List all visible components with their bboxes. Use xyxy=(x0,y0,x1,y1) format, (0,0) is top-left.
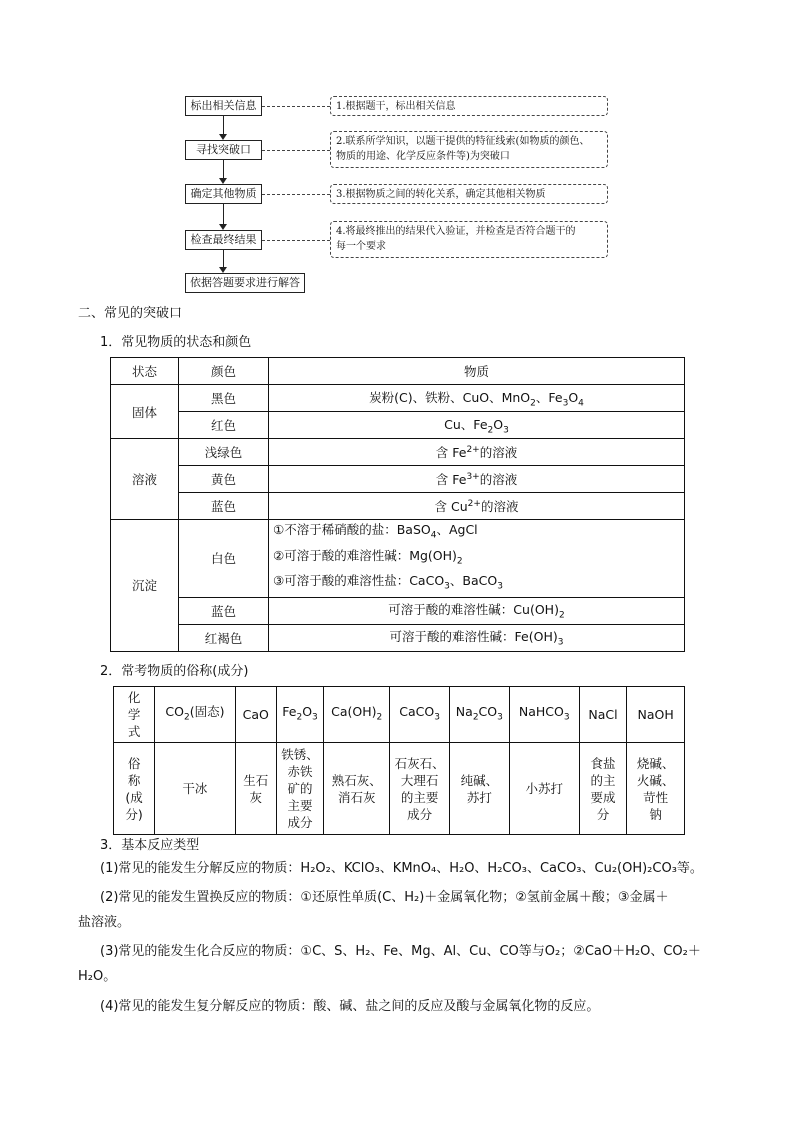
color-cell: 白色 xyxy=(179,520,269,598)
white-ppt-line: ①不溶于稀硝酸的盐：BaSO$_4$、AgCl xyxy=(273,522,478,541)
table-header-row xyxy=(111,358,685,385)
flow-note-text: 2.联系所学知识，以题干提供的特征线索(如物质的颜色、 xyxy=(336,136,590,147)
reaction-paragraph: (2)常见的能发生置换反应的物质：①还原性单质(C、H₂)＋金属氧化物；②氢前金属＋酸；③金属＋ xyxy=(100,890,669,905)
substance-cell: 可溶于酸的难溶性碱：$Fe(OH)_3$ xyxy=(269,624,685,651)
section-title: 二、常见的突破口 xyxy=(78,306,183,321)
flow-connector xyxy=(223,204,224,224)
table-row xyxy=(111,385,685,412)
arrow-down-icon xyxy=(219,178,227,184)
reaction-paragraph: (1)常见的能发生分解反应的物质：H₂O₂、KClO₃、KMnO₄、H₂O、H₂CO₃、CaCO₃、Cu₂(OH)₂CO₃等。 xyxy=(100,861,703,876)
flow-note-4 xyxy=(330,221,608,258)
flow-note-text: 1.根据题干，标出相关信息 xyxy=(336,101,456,112)
flow-note-text: 每一个要求 xyxy=(336,241,386,252)
flow-note-text: 4.将最终推出的结果代入验证，并检查是否符合题干的 xyxy=(336,226,576,237)
formula-cell: $Ca(OH)_2$ xyxy=(324,687,390,743)
subsection-title: 2．常考物质的俗称(成分) xyxy=(100,664,249,679)
flow-step-1: 标出相关信息 xyxy=(185,96,262,116)
table-row xyxy=(111,493,685,520)
name-row xyxy=(114,743,685,835)
formula-cell: CaO xyxy=(235,687,276,743)
substance-cell: 炭粉(C)、铁粉、CuO、MnO$_2$、$Fe_3O_4$ xyxy=(269,385,685,412)
flow-step-2: 寻找突破口 xyxy=(185,140,262,160)
flow-leader xyxy=(262,240,330,241)
subsection-title: 3．基本反应类型 xyxy=(100,838,200,853)
name-cell: 铁锈、 赤铁 矿的 主要 成分 xyxy=(276,743,323,835)
table-row xyxy=(111,597,685,624)
flow-connector xyxy=(223,160,224,178)
state-cell: 沉淀 xyxy=(111,520,179,652)
color-cell: 浅绿色 xyxy=(179,439,269,466)
name-cell: 干冰 xyxy=(155,743,235,835)
flow-step-5: 依据答题要求进行解答 xyxy=(185,273,305,293)
substance-cell: 可溶于酸的难溶性碱：$Cu(OH)_2$ xyxy=(269,597,685,624)
name-cell: 石灰石、 大理石 的主要 成分 xyxy=(390,743,450,835)
formula-cell: $CO_2$(固态) xyxy=(155,687,235,743)
name-cell: 食盐 的主 要成 分 xyxy=(579,743,626,835)
flow-step-3: 确定其他物质 xyxy=(185,184,262,204)
flow-leader xyxy=(262,194,330,195)
flow-note-3 xyxy=(330,184,608,204)
name-cell: 纯碱、 苏打 xyxy=(449,743,509,835)
flow-leader xyxy=(262,106,330,107)
formula-cell: CaCO$_3$ xyxy=(390,687,450,743)
color-cell: 红褐色 xyxy=(179,624,269,651)
table-row xyxy=(111,520,685,598)
arrow-down-icon xyxy=(219,224,227,230)
color-cell: 蓝色 xyxy=(179,597,269,624)
name-cell: 生石 灰 xyxy=(235,743,276,835)
formula-row xyxy=(114,687,685,743)
white-ppt-line: ②可溶于酸的难溶性碱：$Mg(OH)_2$ xyxy=(273,547,463,566)
substance-cell: 含 $Fe^{2+}$的溶液 xyxy=(269,439,685,466)
flow-note-2 xyxy=(330,131,608,168)
table-header: 物质 xyxy=(269,358,685,385)
flow-leader xyxy=(262,150,330,151)
formula-cell: $Fe_2O_3$ xyxy=(276,687,323,743)
flow-note-1 xyxy=(330,96,608,116)
white-ppt-line: ③可溶于酸的难溶性盐：CaCO$_3$、BaCO$_3$ xyxy=(273,573,503,592)
table-row xyxy=(111,439,685,466)
table-row xyxy=(111,412,685,439)
name-cell: 熟石灰、 消石灰 xyxy=(324,743,390,835)
flow-note-text: 3.根据物质之间的转化关系，确定其他相关物质 xyxy=(336,189,546,200)
substance-cell: Cu、$Fe_2O_3$ xyxy=(269,412,685,439)
state-cell: 固体 xyxy=(111,385,179,439)
reaction-paragraph: (3)常见的能发生化合反应的物质：①C、S、H₂、Fe、Mg、Al、Cu、CO等与O₂；②CaO＋H₂O、CO₂＋ xyxy=(100,944,701,959)
substance-cell: 含 $Fe^{3+}$的溶液 xyxy=(269,466,685,493)
common-names-table xyxy=(113,686,685,835)
table-header: 颜色 xyxy=(179,358,269,385)
formula-cell: $Na_2CO_3$ xyxy=(449,687,509,743)
substance-cell xyxy=(269,520,685,598)
table-header: 状态 xyxy=(111,358,179,385)
reaction-paragraph: 盐溶液。 xyxy=(78,915,131,930)
flow-connector xyxy=(223,250,224,267)
formula-cell: NaHCO$_3$ xyxy=(509,687,579,743)
name-cell: 小苏打 xyxy=(509,743,579,835)
substance-cell: 含 $Cu^{2+}$的溶液 xyxy=(269,493,685,520)
flow-connector xyxy=(223,116,224,134)
state-cell: 溶液 xyxy=(111,439,179,520)
name-cell: 烧碱、 火碱、 苛性 钠 xyxy=(627,743,685,835)
subsection-title: 1．常见物质的状态和颜色 xyxy=(100,335,252,350)
reaction-paragraph: H₂O。 xyxy=(78,969,117,984)
row-label: 化 学 式 xyxy=(114,687,155,743)
flow-step-4: 检查最终结果 xyxy=(185,230,262,250)
color-cell: 蓝色 xyxy=(179,493,269,520)
color-cell: 黄色 xyxy=(179,466,269,493)
flow-note-text: 物质的用途、化学反应条件等)为突破口 xyxy=(336,151,510,162)
formula-cell: NaCl xyxy=(579,687,626,743)
color-cell: 红色 xyxy=(179,412,269,439)
row-label: 俗 称 (成 分) xyxy=(114,743,155,835)
color-cell: 黑色 xyxy=(179,385,269,412)
states-colors-table xyxy=(110,357,685,652)
arrow-down-icon xyxy=(219,134,227,140)
formula-cell: NaOH xyxy=(627,687,685,743)
reaction-paragraph: (4)常见的能发生复分解反应的物质：酸、碱、盐之间的反应及酸与金属氧化物的反应。 xyxy=(100,999,600,1014)
table-row xyxy=(111,624,685,651)
arrow-down-icon xyxy=(219,267,227,273)
table-row xyxy=(111,466,685,493)
